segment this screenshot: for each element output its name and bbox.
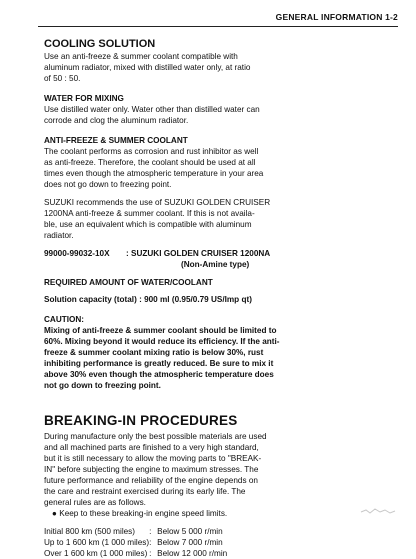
breaking-in-line: but it is still necessary to allow the moving parts to "BREAK- (44, 454, 262, 463)
recommend-line: SUZUKI recommends the use of SUZUKI GOLDEN CRUISER (44, 198, 271, 207)
heading-cooling-solution: COOLING SOLUTION (44, 38, 156, 50)
bullet-dot-icon: ● (52, 509, 57, 518)
speed-limit: Below 7 000 r/min (157, 538, 223, 547)
caution-line: not go down to freezing point. (44, 381, 161, 390)
section-water-for-mixing (44, 93, 384, 126)
heading-water-for-mixing: WATER FOR MIXING (44, 94, 124, 103)
anti-freeze-line: as anti-freeze. Therefore, the coolant should be used at all (44, 158, 256, 167)
caution-line: Mixing of anti-freeze & summer coolant should be limited to (44, 326, 277, 335)
speed-limit: Below 12 000 r/min (157, 549, 228, 558)
recommend-line: 1200NA anti-freeze & summer coolant. If this is not availa- (44, 209, 255, 218)
breaking-in-line: future performance and reliability of the engine depends on (44, 476, 258, 485)
speed-limits-table (44, 526, 227, 559)
speed-distance: Up to 1 600 km (1 000 miles) (44, 538, 150, 547)
section-cooling-solution (44, 38, 384, 84)
solution-capacity: Solution capacity (total) : 900 ml (0.95/0.79 US/Imp qt) (44, 295, 252, 304)
water-line: corrode and clog the aluminum radiator. (44, 116, 189, 125)
heading-required-amount: REQUIRED AMOUNT OF WATER/COOLANT (44, 278, 213, 287)
cooling-line: Use an anti-freeze & summer coolant compatible with (44, 52, 238, 61)
scan-artifact (360, 507, 396, 515)
anti-freeze-line: does not go down to freezing point. (44, 180, 172, 189)
caution-line: freeze & summer coolant mixing ratio is below 30%, rust (44, 348, 264, 357)
water-line: Use distilled water only. Water other than distilled water can (44, 105, 260, 114)
part-name: : SUZUKI GOLDEN CRUISER 1200NA (126, 249, 271, 258)
recommend-line: radiator. (44, 231, 74, 240)
bullet-item (44, 508, 384, 519)
section-required-amount (44, 277, 384, 305)
bullet-text: Keep to these breaking-in engine speed limits. (59, 509, 228, 518)
table-row: Up to 1 600 km (1 000 miles) : Below 7 000 r/min (44, 537, 227, 548)
heading-anti-freeze: ANTI-FREEZE & SUMMER COOLANT (44, 136, 188, 145)
caution-line: inhibiting performance is greatly reduced. Be sure to mix it (44, 359, 274, 368)
section-anti-freeze (44, 135, 384, 270)
document-body (44, 38, 384, 559)
speed-distance: Over 1 600 km (1 000 miles) (44, 549, 148, 558)
caution-line: 60%. Mixing beyond it would reduce its efficiency. If the anti- (44, 337, 280, 346)
anti-freeze-line: times even though the atmospheric temperature in your area (44, 169, 264, 178)
cooling-line: of 50 : 50. (44, 74, 81, 83)
section-caution (44, 314, 384, 391)
anti-freeze-line: The coolant performs as corrosion and rust inhibitor as well (44, 147, 259, 156)
heading-caution: CAUTION: (44, 315, 85, 324)
caution-line: above 30% even though the atmospheric temperature does (44, 370, 274, 379)
part-note: (Non-Amine type) (181, 260, 250, 269)
recommend-line: ble, use an equivalent which is compatible with aluminum (44, 220, 252, 229)
breaking-in-line: the care and restraint exercised during its early life. The (44, 487, 246, 496)
breaking-in-line: During manufacture only the best possible materials are used (44, 432, 267, 441)
speed-distance: Initial 800 km (500 miles) (44, 527, 136, 536)
heading-breaking-in: BREAKING-IN PROCEDURES (44, 413, 238, 428)
breaking-in-line: and all machined parts are finished to a very high standard, (44, 443, 259, 452)
part-number-row (44, 248, 384, 259)
part-number: 99000-99032-10X (44, 249, 110, 258)
table-row: Over 1 600 km (1 000 miles) : Below 12 000 r/min (44, 549, 228, 558)
table-row: Initial 800 km (500 miles) : Below 5 000 r/min (44, 526, 227, 537)
page-header (38, 12, 398, 27)
page-header-title: GENERAL INFORMATION 1-2 (275, 12, 398, 22)
section-breaking-in (44, 413, 384, 559)
cooling-line: aluminum radiator, mixed with distilled water only, at ratio (44, 63, 251, 72)
breaking-in-line: IN" before subjecting the engine to maximum stresses. The (44, 465, 259, 474)
speed-limit: Below 5 000 r/min (157, 527, 223, 536)
breaking-in-line: general rules are as follows. (44, 498, 146, 507)
